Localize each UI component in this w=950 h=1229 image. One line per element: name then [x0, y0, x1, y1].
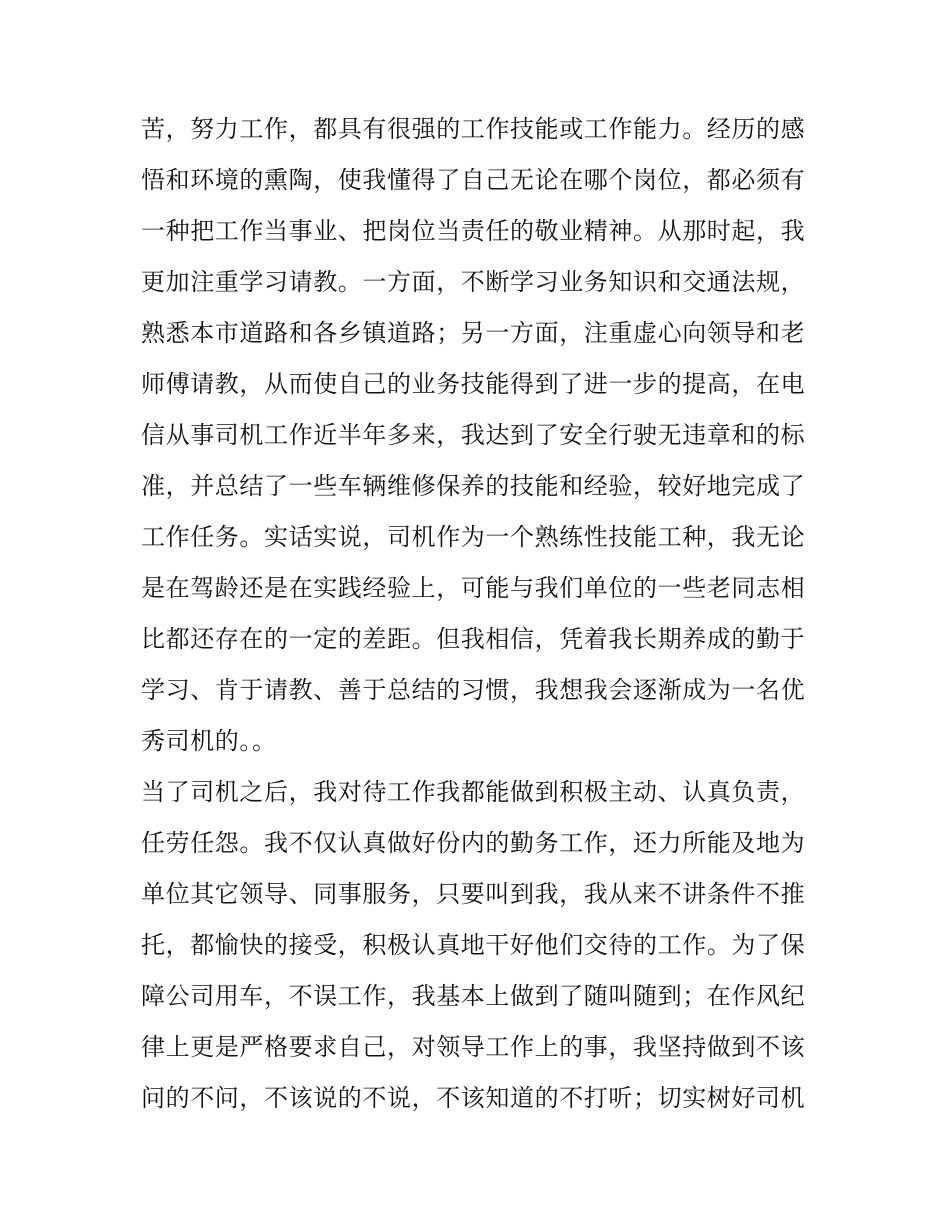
text-line: 准，并总结了一些车辆维修保养的技能和经验，较好地完成了 — [141, 472, 806, 500]
text-line: 当了司机之后，我对待工作我都能做到积极主动、认真负责， — [141, 778, 806, 806]
text-line: 是在驾龄还是在实践经验上，可能与我们单位的一些老同志相 — [141, 574, 806, 602]
text-line: 托，都愉快的接受，积极认真地干好他们交待的工作。为了保 — [141, 931, 806, 959]
text-line: 更加注重学习请教。一方面，不断学习业务知识和交通法规， — [141, 268, 806, 296]
text-line: 一种把工作当事业、把岗位当责任的敬业精神。从那时起，我 — [141, 217, 806, 245]
text-line: 单位其它领导、同事服务，只要叫到我，我从来不讲条件不推 — [141, 880, 806, 908]
text-line: 秀司机的。。 — [141, 727, 277, 755]
text-line: 悟和环境的熏陶，使我懂得了自己无论在哪个岗位，都必须有 — [141, 166, 806, 194]
text-line: 学习、肯于请教、善于总结的习惯，我想我会逐渐成为一名优 — [141, 676, 806, 704]
text-line: 熟悉本市道路和各乡镇道路；另一方面，注重虚心向领导和老 — [141, 319, 806, 347]
text-line: 工作任务。实话实说，司机作为一个熟练性技能工种，我无论 — [141, 523, 806, 551]
body-text — [141, 104, 821, 1124]
text-line: 任劳任怨。我不仅认真做好份内的勤务工作，还力所能及地为 — [141, 829, 806, 857]
text-line: 律上更是严格要求自己，对领导工作上的事，我坚持做到不该 — [141, 1033, 806, 1061]
text-line: 障公司用车，不误工作，我基本上做到了随叫随到；在作风纪 — [141, 982, 806, 1010]
text-line: 苦，努力工作，都具有很强的工作技能或工作能力。经历的感 — [141, 115, 806, 143]
text-line: 问的不问，不该说的不说，不该知道的不打听；切实树好司机 — [141, 1084, 806, 1112]
text-line: 师傅请教，从而使自己的业务技能得到了进一步的提高，在电 — [141, 370, 806, 398]
text-line: 比都还存在的一定的差距。但我相信，凭着我长期养成的勤于 — [141, 625, 806, 653]
text-line: 信从事司机工作近半年多来，我达到了安全行驶无违章和的标 — [141, 421, 806, 449]
